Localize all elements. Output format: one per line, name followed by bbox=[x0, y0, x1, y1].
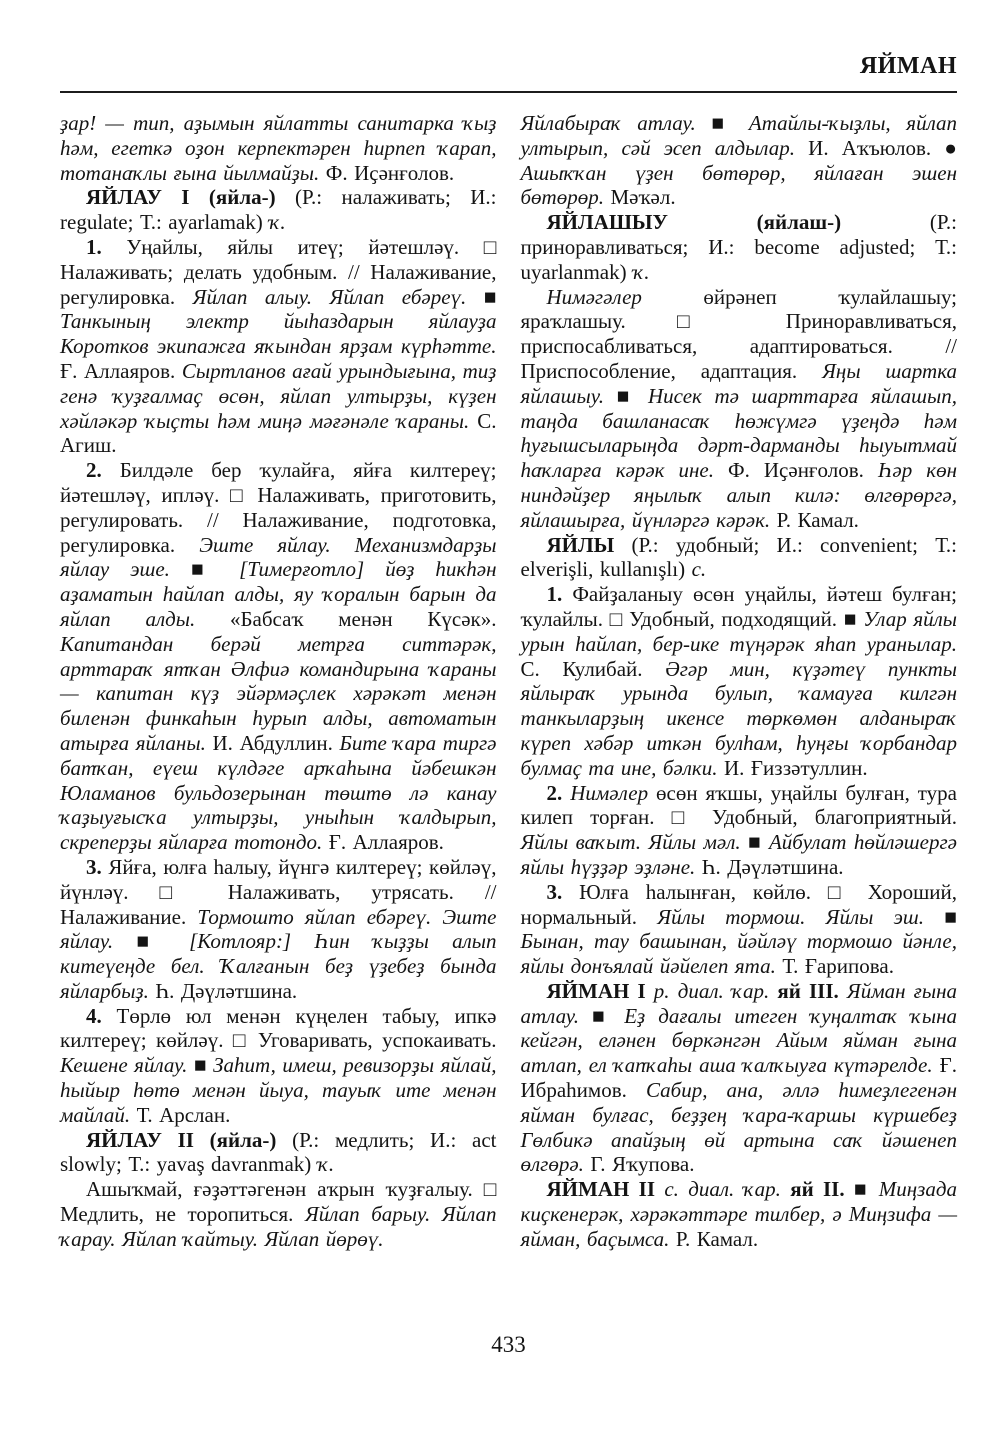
text-segment: Т. Ғарипова. bbox=[775, 954, 894, 979]
bold-segment: ЯЙЛАУ II (яйла-) bbox=[86, 1127, 293, 1152]
text-segment: Файҙаланыу өсөн уңайлы, йәтеш булған; ҡулайлы. □ Удобный, подходящий. ■ bbox=[520, 582, 957, 631]
italic-segment: Һәр көн ниндәйҙер яңылыҡ алып килә: өлгөрөргә, яйлашырға, йүнләргә кәрәк. bbox=[520, 458, 957, 532]
bold-segment: 4. bbox=[86, 1003, 117, 1028]
italic-segment: Ашыҡҡан үҙен бөтөрөр, яйлаған эшен бөтөрөр. bbox=[520, 160, 957, 210]
italic-segment: [Котлояр:] Һин ҡыҙҙы алып китеүеңде бел. Ҡалғанын беҙ үҙебеҙ бында яйларбыҙ. bbox=[60, 929, 497, 1003]
text-segment: ■ bbox=[187, 1053, 214, 1078]
text-segment: ■ bbox=[924, 904, 957, 929]
yaylau-i-sense-3 bbox=[60, 855, 497, 1004]
headword-yayman-i bbox=[521, 979, 958, 1177]
italic-segment: Яйлап алыу. Яйлап ебәреү. bbox=[192, 284, 467, 309]
italic-segment: Эште яйлау. Механизмдарҙы яйлау эше. bbox=[60, 532, 497, 582]
italic-segment: Яйлы тормош. Яйлы эш. bbox=[657, 904, 924, 929]
italic-segment: Миңзада киҫкенерәк, хәрәкәттәре тилбер, ә Миңзифа — яйман, баҫымса. bbox=[520, 1177, 957, 1251]
headword-yayman-ii bbox=[521, 1177, 958, 1251]
text-segment: Т. Арслан. bbox=[130, 1102, 231, 1127]
text-segment: Яйға, юлға һалыу, йүнгә килтереү; көйләү, йүнләү. □ Налаживать, утрясать. // Налаживание. bbox=[60, 854, 497, 929]
text-segment: Р. Камал. bbox=[669, 1226, 759, 1251]
bold-segment: ЯЙМАН II bbox=[546, 1177, 665, 1202]
text-segment: Ғ. Аллаяров. bbox=[322, 830, 444, 855]
headword-yaylau-ii bbox=[60, 1128, 497, 1178]
text-segment: Мәҡәл. bbox=[603, 185, 676, 210]
italic-segment: Танкының электр йыһаздарын яйлауҙа Коротков экипажға яҡындан ярҙам күрһәтте. bbox=[60, 309, 497, 359]
text-segment: өсөн яҡшы, уңайлы булған, тура килеп торған. □ Удобный, благоприятный. bbox=[520, 780, 957, 830]
bold-segment: ЯЙЛАУ I (яйла-) bbox=[86, 185, 295, 210]
text-segment: ■ bbox=[113, 929, 190, 954]
text-segment: Һ. Дәүләтшина. bbox=[695, 854, 844, 879]
text-columns bbox=[60, 111, 957, 1252]
page-number: 433 bbox=[491, 1332, 526, 1357]
text-segment: И. Абдуллин. bbox=[205, 730, 340, 755]
yaylau-i-sense-4 bbox=[60, 1004, 497, 1128]
text-segment: Төрлө юл менән күңелен табыу, ипкә килтереү; көйләү. □ Уговаривать, успокаивать. bbox=[60, 1003, 497, 1053]
bold-segment: 3. bbox=[546, 879, 580, 904]
yaylau-ii-definition bbox=[60, 1177, 497, 1251]
left-column bbox=[60, 111, 497, 1252]
header-rule bbox=[60, 91, 957, 93]
italic-segment: с. bbox=[691, 557, 707, 582]
text-segment: ■ bbox=[604, 383, 648, 408]
page-header bbox=[60, 52, 957, 93]
bold-segment: яй II. bbox=[790, 1177, 845, 1202]
text-segment: Билдәле бер ҡулайға, яйға килтереү; йәтешләү, ипләү. □ Налаживать, приготовить, регулировать. // Налаживание, подготовка, регулировка. bbox=[60, 458, 497, 557]
headword-yaylau-i bbox=[60, 185, 497, 235]
italic-segment: Нимәгәлер bbox=[546, 284, 642, 309]
italic-segment: Заһит, имеш, ревизорҙы яйлай, һыйыр һөтө менән йыуа, тауыҡ ите менән майлай. bbox=[60, 1053, 497, 1127]
italic-segment: Яйлы ваҡыт. Яйлы мәл. bbox=[520, 830, 741, 855]
text-segment: (Р.: приноравливаться; И.: become adjusted; Т.: uyarlanmak) bbox=[520, 210, 957, 284]
italic-segment: р. диал. ҡар. bbox=[653, 978, 778, 1003]
italic-segment: Айбулат һөйләшергә яйлы һүҙҙәр эҙләне. bbox=[520, 830, 957, 879]
bold-segment: яй III. bbox=[777, 978, 847, 1003]
italic-segment: Нимәлер bbox=[570, 780, 649, 805]
italic-segment: Кешене яйлау. bbox=[60, 1053, 188, 1078]
bold-segment: 2. bbox=[86, 458, 120, 483]
text-segment: Юлға һалынған, көйлө. □ Хороший, нормальный. bbox=[520, 879, 957, 929]
continuation-text bbox=[521, 111, 958, 210]
italic-segment: Капитандан берәй метрға ситтәрәк, арттараҡ ятҡан Әлфиә командирына ҡараны — капитан күҙ эйәрмәҫлек хәрәкәт менән биленән финкаһын һурып алды, автоматын атырға яйланы. bbox=[60, 631, 497, 755]
bold-segment: 1. bbox=[546, 582, 573, 607]
text-segment: (Р.: удобный; И.: convenient; Т.: elverişli, kullanışlı) bbox=[520, 532, 958, 582]
italic-segment: Яйман ғына атлау. bbox=[520, 978, 957, 1028]
italic-segment: Бынан, тау башынан, йәйләү тормошо йәнле, яйлы донъялай йәйелеп ята. bbox=[520, 929, 957, 979]
text-segment: «Бабсаҡ менән Күсәк». bbox=[195, 606, 497, 631]
text-segment: (Р.: медлить; И.: act slowly; Т.: yavaş davranmak) bbox=[60, 1127, 497, 1177]
italic-segment: Яйлабыраҡ атлау. bbox=[520, 111, 696, 135]
text-segment: Ф. Иҫәнғолов. bbox=[714, 458, 878, 483]
italic-segment: Нисек тә шарттарға яйлашып, таңда башланасаҡ һөжүмгә үҙеңдә һәм һуғышсыларыңда дәрт-дарманды һыуытмай һаҡларға кәрәк ине. bbox=[520, 383, 957, 483]
italic-segment: ҡ. bbox=[269, 210, 286, 235]
bold-segment: ЯЙЛАШЫУ (яйлаш-) bbox=[546, 210, 930, 235]
headword-yaylashyu bbox=[521, 210, 958, 284]
text-segment: өйрәнеп ҡулайлашыу; яраҡлашыу. □ Приноравливаться, приспосабливаться, адаптироваться. // Приспособление, адаптация. bbox=[520, 284, 957, 383]
italic-segment: ҡ. bbox=[317, 1152, 335, 1177]
running-head: ЯЙМАН bbox=[859, 53, 957, 79]
yaylau-i-sense-1 bbox=[60, 235, 497, 458]
text-segment: С. Агиш. bbox=[60, 408, 497, 458]
text-segment: Һ. Дәүләтшина. bbox=[148, 978, 298, 1003]
text-segment: Уңайлы, яйлы итеү; йәтешләү. □ Налаживать; делать удобным. // Налаживание, регулировка. bbox=[60, 234, 497, 309]
italic-segment: Атайлы-ҡыҙлы, яйлап ултырып, сәй эсеп алдылар. bbox=[520, 111, 957, 160]
italic-segment: [Тимерғотло] йөҙ һикһән аҙаматын һайлап алды, яу ҡоралын барын да яйлап алды. bbox=[60, 557, 497, 631]
text-segment: И. Аҡъюлов. ● bbox=[794, 135, 957, 160]
text-segment: ■ bbox=[740, 830, 769, 855]
text-segment: ■ bbox=[169, 557, 240, 582]
italic-segment: ҙар! — тип, аҙымын яйлатты санитарка ҡыҙ һәм, егеткә оҙон керпектәрен һирпеп ҡарап, тотанаҡлы ғына йылмайҙы. bbox=[60, 111, 497, 185]
continuation-text bbox=[60, 111, 497, 185]
text-segment: ■ bbox=[695, 111, 749, 135]
italic-segment: Яңы шартка яйлашыу. bbox=[520, 358, 957, 408]
headword-yayly bbox=[521, 533, 958, 583]
italic-segment: Сыртланов ағай урындығына, тиҙ генә ҡуҙғалмаҫ өсөн, яйлап ултырҙы, күҙен хәйләкәр ҡыҫты һәм миңә мәғәнәле ҡараны. bbox=[60, 358, 497, 433]
text-segment: Ғ. Ибраһимов. bbox=[520, 1053, 958, 1103]
text-segment: Ф. Иҫәнғолов. bbox=[319, 160, 455, 185]
italic-segment: Сабир, ана, әллә һимеҙлегенән яйман булғас, беҙҙең ҡара-ҡаршы күршебеҙ Гөлбикә апайҙың өй артына саҡ йәшенеп өлгөрә. bbox=[520, 1078, 958, 1177]
yaylashyu-definition bbox=[521, 285, 958, 533]
text-segment: Ашыҡмай, ғәҙәттәгенән аҡрын ҡуҙғалыу. □ Медлить, не торопиться. bbox=[60, 1177, 497, 1227]
italic-segment: Әгәр мин, күҙәтеү пункты яйлыраҡ урында булып, ҡамауға килгән танкыларҙың икенсе төркөмөн алданыраҡ күреп хәбәр иткән булһам, һуңғы ҡорбандар булмаҫ та ине, бәлки. bbox=[520, 656, 958, 780]
text-segment: (Р.: налаживать; И.: regulate; Т.: ayarlamak) bbox=[60, 185, 497, 235]
bold-segment: ЯЙМАН I bbox=[546, 978, 654, 1003]
bold-segment: 3. bbox=[86, 854, 109, 879]
italic-segment: Тормошто яйлап ебәреү. Эште яйлау. bbox=[60, 904, 497, 954]
yayly-sense-3 bbox=[521, 880, 958, 979]
text-segment: И. Ғиззәтуллин. bbox=[717, 755, 868, 780]
yayly-sense-1 bbox=[521, 582, 958, 780]
italic-segment: с. диал. ҡар. bbox=[664, 1177, 791, 1202]
right-column bbox=[521, 111, 958, 1252]
text-segment: ■ bbox=[466, 284, 497, 309]
yayly-sense-2 bbox=[521, 781, 958, 880]
text-segment: Г. Яҡупова. bbox=[583, 1152, 695, 1177]
bold-segment: 1. bbox=[86, 234, 127, 259]
italic-segment: Еҙ дағалы итеген ҡуңалтаҡ ҡына кейгән, еләнен бөркәнгән Айым яйман ғына атлап, ел ҡапҡаһы аша ҡалҡыуға күтәрелде. bbox=[520, 1003, 957, 1078]
text-segment: ■ bbox=[844, 1177, 879, 1202]
text-segment: Ғ. Аллаяров. bbox=[60, 358, 182, 383]
text-segment: С. Кулибай. bbox=[520, 656, 666, 681]
text-segment: ■ bbox=[579, 1003, 625, 1028]
yaylau-i-sense-2 bbox=[60, 458, 497, 855]
text-segment: Р. Камал. bbox=[770, 507, 859, 532]
bold-segment: 2. bbox=[546, 780, 571, 805]
italic-segment: Бите ҡара тиргә батҡан, еүеш күлдәге арҡаһына йәбешкән Юламанов бульдозерынан төштө лә канау ҡаҙыуғысҡа ултырҙы, уныһын ҡалдырып, скреперҙы яйларға тотондо. bbox=[60, 730, 497, 855]
italic-segment: ҡ. bbox=[633, 259, 650, 284]
italic-segment: Яйлап барыу. Яйлап ҡарау. Яйлап ҡайтыу. Яйлап йөрөү. bbox=[60, 1202, 497, 1251]
italic-segment: Улар яйлы урын һайлап, бер-ике түңәрәк яһап уранылар. bbox=[520, 606, 957, 656]
bold-segment: ЯЙЛЫ bbox=[546, 532, 632, 557]
